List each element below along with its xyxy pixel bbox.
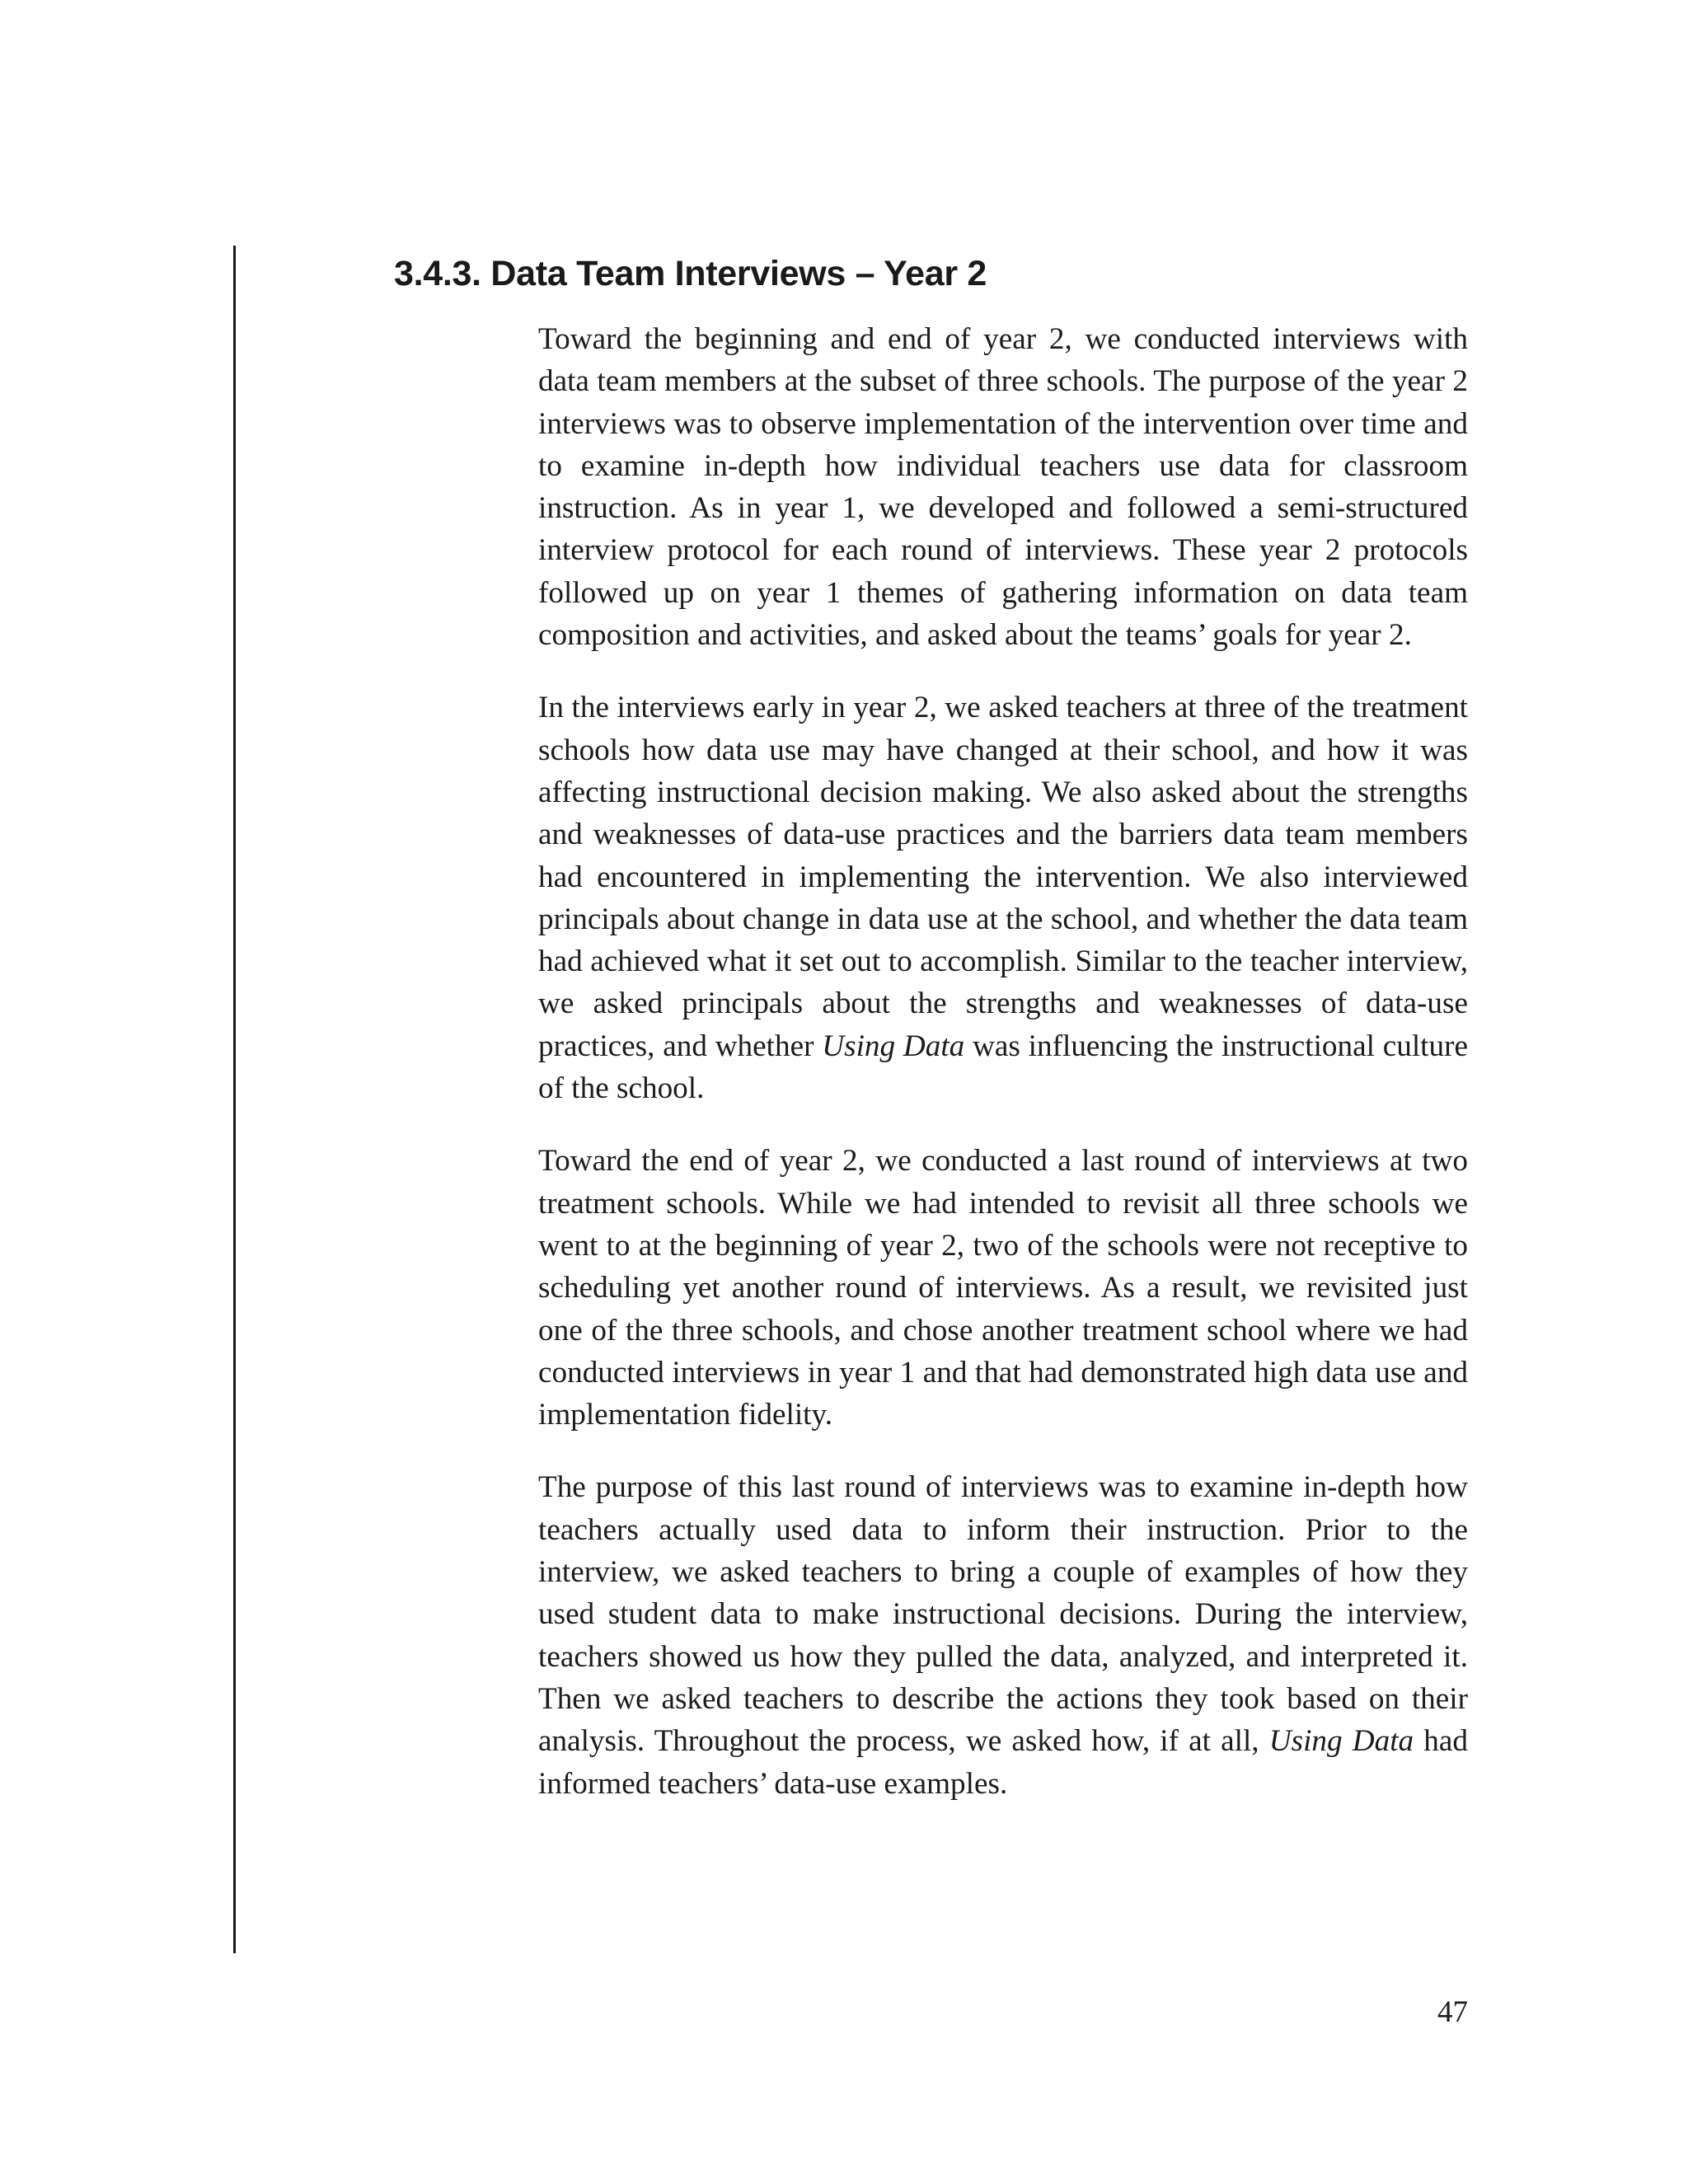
paragraph-4-text-start: The purpose of this last round of interviews was to examine in-depth how teachers actually used data to inform their instruction. Prior to the interview, we asked teachers to bring a couple of examples of how they used student data to make instructional decisions. During the interview, teachers showed us how they pulled the data, analyzed, and interpreted it. Then we asked teachers to describe the actions they took based on their analysis. Throughout the process, we asked how, if at all, xyxy=(538,1470,1468,1759)
paragraph-1: Toward the beginning and end of year 2, we conducted interviews with data team members at the subset of three schools. The purpose of the year 2 interviews was to observe implementation of the intervention over time and to examine in-depth how individual teachers use data for classroom instruction. As in year 1, we developed and followed a semi-structured interview protocol for each round of interviews. These year 2 protocols followed up on year 1 themes of gathering information on data team composition and activities, and asked about the teams’ goals for year 2. xyxy=(538,322,1468,653)
paragraph-2 xyxy=(538,687,1468,1109)
body-text xyxy=(538,318,1468,1835)
paragraph-2-italic-title: Using Data xyxy=(822,1029,965,1063)
paragraph-2-text-end: was influencing the instructional culture of the school. xyxy=(538,1029,1468,1106)
paragraph-4-text-end: had informed teachers’ data-use examples. xyxy=(538,1724,1468,1801)
margin-rule xyxy=(233,246,236,1953)
page-number: 47 xyxy=(1437,1995,1468,2029)
section-heading: 3.4.3. Data Team Interviews – Year 2 xyxy=(394,254,987,293)
paragraph-4-italic-title: Using Data xyxy=(1268,1724,1414,1759)
paragraph-3: Toward the end of year 2, we conducted a last round of interviews at two treatment schools. While we had intended to revisit all three schools we went to at the beginning of year 2, two of the schools were not receptive to scheduling yet another round of interviews. As a result, we revisited just one of the three schools, and chose another treatment school where we had conducted interviews in year 1 and that had demonstrated high data use and implementation fidelity. xyxy=(538,1144,1468,1432)
paragraph-2-text-start: In the interviews early in year 2, we asked teachers at three of the treatment schools how data use may have changed at their school, and how it was affecting instructional decision making. We also asked about the strengths and weaknesses of data-use practices and the barriers data team members had encountered in implementing the intervention. We also interviewed principals about change in data use at the school, and whether the data team had achieved what it set out to accomplish. Similar to the teacher interview, we asked principals about the strengths and weaknesses of data-use practices, and whether xyxy=(538,691,1468,1063)
paragraph-4 xyxy=(538,1466,1468,1804)
